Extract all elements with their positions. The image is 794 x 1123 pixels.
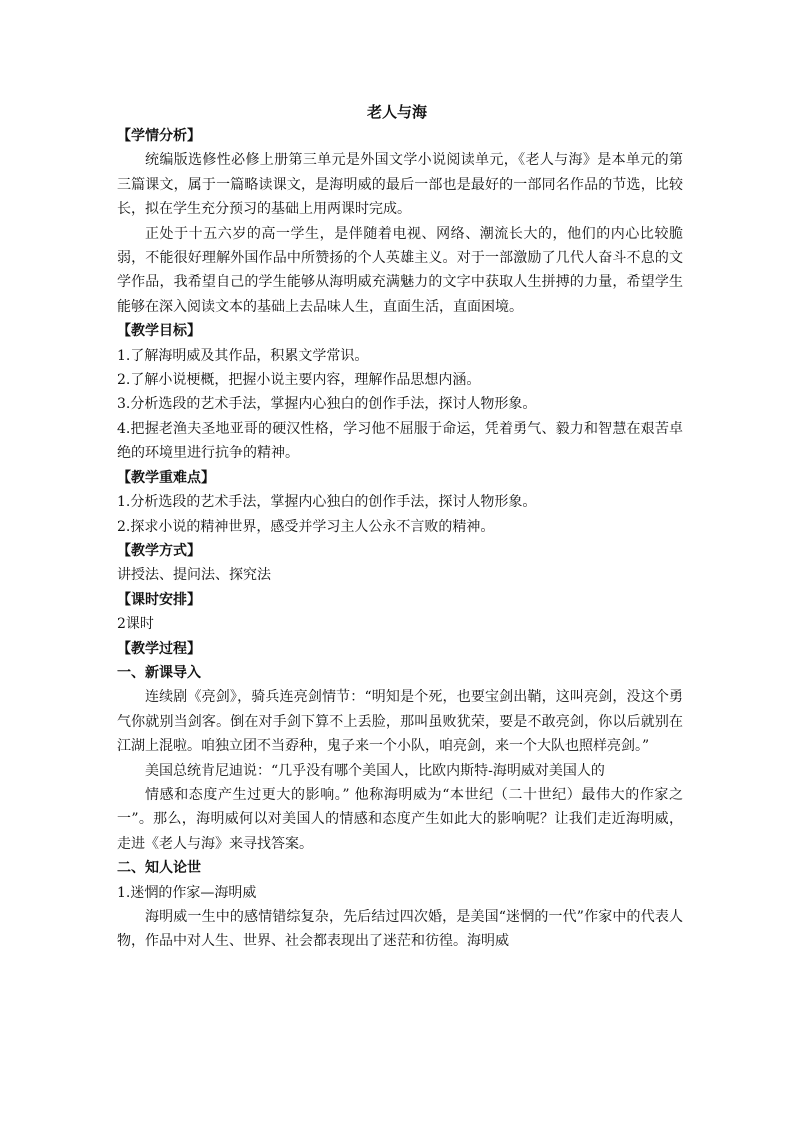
subsection-heading-intro: 一、新课导入 (117, 664, 201, 681)
section-heading-methods: 【教学方式】 (117, 542, 201, 559)
section-heading-key-points: 【教学重难点】 (117, 469, 215, 486)
schedule-text: 2课时 (117, 616, 154, 633)
list-item: 2.了解小说梗概，把握小说主要内容，理解作品思想内涵。 (117, 372, 481, 389)
paragraph: 海明威一生中的感情错综复杂，先后结过四次婚，是美国“迷惘的一代”作家中的代表人物，作品中对人生、世界、社会都表现出了迷茫和彷徨。海明威 (117, 909, 683, 950)
list-item: 1.分析选段的艺术手法，掌握内心独白的创作手法，探讨人物形象。 (117, 494, 537, 511)
paragraph: 情感和态度产生过更大的影响。” 他称海明威为“本世纪（二十世纪）最伟大的作家之一”。那么，海明威何以对美国人的情感和态度产生如此大的影响呢？让我们走近海明威，走进《老人与海》来寻找答案。 (117, 786, 683, 852)
section-heading-process: 【教学过程】 (117, 640, 201, 657)
sub-heading: 1.迷惘的作家—海明威 (117, 884, 257, 901)
paragraph: 正处于十五六岁的高一学生，是伴随着电视、网络、潮流长大的，他们的内心比较脆弱，不能很好理解外国作品中所赞扬的个人英雄主义。对于一部激励了几代人奋斗不息的文学作品，我希望自己的学生能够从海明威充满魅力的文字中获取人生拼搏的力量，希望学生能够在深入阅读文本的基础上去品味人生，直面生活，直面困境。 (117, 225, 683, 315)
section-heading-learning-analysis: 【学情分析】 (117, 128, 201, 144)
section-heading-objectives: 【教学目标】 (117, 323, 201, 340)
document-body (117, 124, 683, 954)
list-item: 2.探求小说的精神世界，感受并学习主人公永不言败的精神。 (117, 518, 495, 535)
paragraph: 统编版选修性必修上册第三单元是外国文学小说阅读单元，《老人与海》是本单元的第三篇课文，属于一篇略读课文，是海明威的最后一部也是最好的一部同名作品的节选，比较长，拟在学生充分预习的基础上用两课时完成。 (117, 152, 683, 218)
page-title: 老人与海 (366, 103, 427, 121)
subsection-heading-background: 二、知人论世 (117, 860, 201, 877)
paragraph: 连续剧《亮剑》，骑兵连亮剑情节：“明知是个死，也要宝剑出鞘，这叫亮剑，没这个勇气你就别当剑客。倒在对手剑下算不上丢脸，那叫虽败犹荣，要是不敢亮剑，你以后就别在江湖上混啦。咱独立团不当孬种，鬼子来一个小队，咱亮剑，来一个大队也照样亮剑。” (117, 689, 683, 755)
section-heading-schedule: 【课时安排】 (117, 591, 201, 608)
methods-text: 讲授法、提问法、探究法 (117, 567, 271, 584)
paragraph: 美国总统肯尼迪说：“几乎没有哪个美国人，比欧内斯特-海明威对美国人的 (145, 762, 605, 779)
list-item: 1.了解海明威及其作品，积累文学常识。 (117, 347, 369, 364)
list-item: 4.把握老渔夫圣地亚哥的硬汉性格，学习他不屈服于命运，凭着勇气、毅力和智慧在艰苦卓绝的环境里进行抗争的精神。 (117, 420, 683, 462)
list-item: 3.分析选段的艺术手法，掌握内心独白的创作手法，探讨人物形象。 (117, 396, 537, 413)
